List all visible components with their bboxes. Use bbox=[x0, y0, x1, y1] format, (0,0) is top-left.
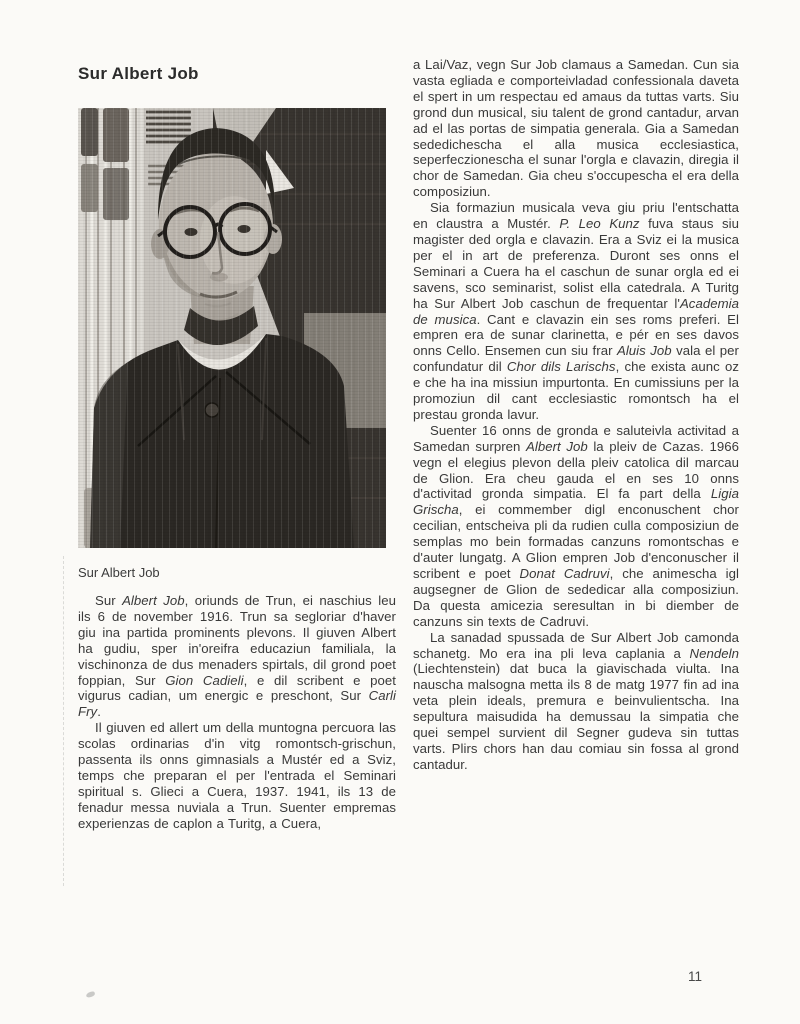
photo-caption: Sur Albert Job bbox=[78, 565, 160, 580]
emphasized-name: Academia de musica bbox=[413, 295, 739, 327]
emphasized-name: Aluis Job bbox=[616, 343, 672, 359]
left-column bbox=[78, 64, 396, 832]
page-number: 11 bbox=[688, 969, 703, 984]
text-run: La sanadad spussada de Sur Albert Job camonda schanetg. Mo era ina pli leva caplania a bbox=[413, 629, 739, 661]
emphasized-name: Donat Cadruvi bbox=[519, 566, 610, 581]
paragraph bbox=[78, 720, 396, 831]
text-run: la pleiv de Cazas. 1966 vegn el elegius plevon della pleiv catolica dil marcau de Glion. Era cheu gauda el en ses 10 onns d'activitad gronda simpatia. El fa part della bbox=[413, 438, 739, 502]
emphasized-name: Carli Fry bbox=[78, 688, 396, 720]
emphasized-name: Gion Cadieli bbox=[165, 672, 244, 688]
scan-speck bbox=[85, 991, 95, 999]
article-title: Sur Albert Job bbox=[78, 64, 199, 83]
text-run: , che exista aunc oz e che ha ina missiun impurtonta. En cumissiuns per la promoziun dil cant ecclesiastic romontsch ha el prestau gronda lavur. bbox=[413, 359, 739, 422]
paragraph bbox=[78, 593, 396, 720]
scan-artifact-line bbox=[63, 556, 64, 886]
text-run: , e dil scribent e poet vigurus cadian, um energic e preschont, Sur bbox=[78, 672, 396, 704]
portrait-illustration bbox=[78, 108, 386, 548]
paragraph bbox=[413, 57, 739, 200]
left-column-text bbox=[78, 593, 396, 832]
portrait-photo bbox=[78, 108, 386, 548]
emphasized-name: Albert Job bbox=[526, 438, 588, 454]
text-run: (Liechtenstein) dat buca la giavischada viulta. Ina nauscha malsogna metta ils 8 de matg 1977 fin ad ina veta plein ideals, premura e beinvulientscha. Ina sepultura maisudida ha demussau la simpatia che quei sempel survient dil Segner gudeva sin tuttas varts. Plirs chors han dau comiau sin fossa al grond cantadur. bbox=[413, 661, 739, 772]
paragraph bbox=[413, 200, 739, 423]
text-run: Il giuven ed allert um della muntogna percuora las scolas ordinarias d'in vitg romontsch-grischun, passenta ils onns gimnasials a Mustér ed a Sviz, temps che preparan el per l'entrada el Seminari spiritual s. Glieci a Cuera, 1937. 1941, ils 13 de fenadur messa nuviala a Trun. Suenter empremas experienzas de caplon a Turitg, a Cuera, bbox=[78, 720, 396, 831]
emphasized-name: Albert Job bbox=[122, 593, 185, 608]
emphasized-name: Chor dils Larischs bbox=[506, 359, 616, 375]
text-run: Suenter 16 onns de gronda e saluteivla activitad a Samedan surpren bbox=[413, 422, 739, 454]
text-run: vala el per confundatur dil bbox=[413, 343, 739, 375]
text-run: Sur bbox=[95, 593, 123, 608]
paragraph bbox=[413, 423, 739, 630]
text-run: , che animescha igl augsegner de Glion de sededicar alla composiziun. Da questa amicezia seresultan in bi diember de canzuns sin texts de Cadruvi. bbox=[413, 566, 739, 629]
text-run: Sia formaziun musicala veva giu priu l'entschatta en claustra a Mustér. bbox=[413, 200, 739, 232]
text-run: fuva staus siu magister ded orgla e clavazin. Era a Sviz ei la musica per el in art de preferenza. Duront ses onns el Seminari a Cuera ha el caschun de sunar orgla ed ei savens, sco seminarist, solist ella catedrala. A Turitg ha Sur Albert Job caschun de frequentar l' bbox=[413, 216, 739, 311]
paragraph bbox=[413, 630, 739, 773]
text-run: a Lai/Vaz, vegn Sur Job clamaus a Samedan. Cun sia vasta egliada e comporteivladad confessionala daveta el spert in um respectau ed amaus da tuttas varts. Siu grond dun musical, siu talent de grond cantadur, arvan ad el las portas de simpatia generala. Gia a Samedan sededichescha el alla musica ecclesiastica, seperfeczionescha el sunar l'orgla e clavazin, diregia il chor de Samedan. Gia cheu s'occupescha el era della composiziun. bbox=[413, 57, 739, 200]
emphasized-name: P. Leo Kunz bbox=[559, 216, 640, 232]
emphasized-name: Nendeln bbox=[689, 645, 739, 661]
right-column bbox=[413, 57, 739, 773]
text-run: . bbox=[97, 704, 101, 720]
text-run: , oriunds de Trun, ei naschius leu ils 6 de november 1916. Trun sa segloriar d'haver giu ina partida prominents plevons. Il giuven Albert ha gudiu, sper in'oreifra educaziun familiala, la vischinonza de dus menaders spirtals, dil grond poet foppian, Sur bbox=[78, 593, 396, 688]
emphasized-name: Ligia Grischa bbox=[413, 486, 739, 518]
text-run: . Cant e clavazin ein ses roms preferi. El empren era de sunar clarinetta, e pér en ses davos onns Cello. Ensemen cun siu frar bbox=[413, 311, 739, 359]
text-run: , ei commember digl enconuschent chor cecilian, entscheiva pli da rudien culla composiziun de semplas mo bein formadas canzuns romontschas e d'auter lungatg. A Glion empren Job d'enconuscher il scribent e poet bbox=[413, 502, 739, 581]
